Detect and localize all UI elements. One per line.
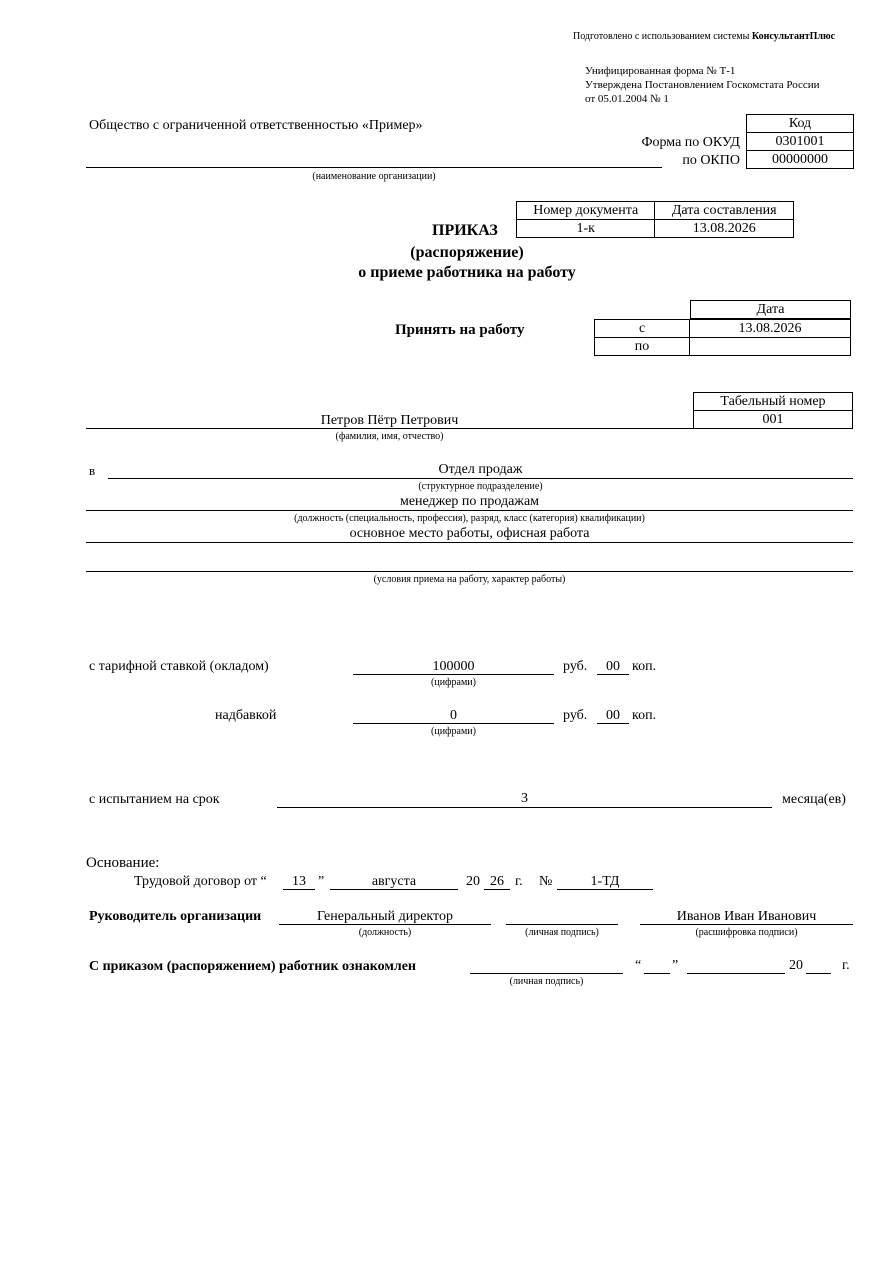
conditions-line-2 bbox=[86, 571, 853, 572]
okpo-value: 00000000 bbox=[747, 151, 854, 169]
ack-year-line bbox=[806, 973, 831, 974]
bonus-value: 0 bbox=[450, 708, 457, 723]
employee-name-caption: (фамилия, имя, отчество) bbox=[335, 431, 444, 442]
contract-prefix: Трудовой договор от “ bbox=[134, 874, 267, 889]
position-caption: (должность (специальность, профессия), разряд, класс (категория) квалификации) bbox=[294, 513, 645, 524]
document-number-header: Номер документа bbox=[517, 202, 655, 220]
title-order: ПРИКАЗ bbox=[432, 222, 498, 239]
contract-year: 26 bbox=[490, 874, 504, 889]
okpo-label: по ОКПО bbox=[682, 153, 740, 168]
department-value: Отдел продаж bbox=[438, 462, 523, 477]
hire-to-value bbox=[690, 338, 851, 356]
head-name-line bbox=[640, 924, 853, 925]
contract-year-prefix: 20 bbox=[466, 874, 480, 889]
basis-label: Основание: bbox=[86, 855, 160, 871]
okud-label: Форма по ОКУД bbox=[641, 135, 740, 150]
organization-name: Общество с ограниченной ответственностью «Пример» bbox=[89, 118, 423, 133]
document-number-value: 1-к bbox=[517, 220, 655, 238]
head-name-caption: (расшифровка подписи) bbox=[695, 927, 798, 938]
probation-value: 3 bbox=[521, 791, 528, 806]
contract-close-quote: ” bbox=[318, 874, 325, 889]
contract-month-line bbox=[330, 889, 458, 890]
ack-year-suffix: г. bbox=[842, 958, 850, 973]
department-prefix: в bbox=[89, 463, 96, 478]
approval-date: от 05.01.2004 № 1 bbox=[585, 93, 669, 105]
tab-number-value: 001 bbox=[694, 411, 853, 429]
document-number-table bbox=[516, 201, 794, 238]
ack-month-line bbox=[687, 973, 785, 974]
bonus-rub-label: руб. bbox=[563, 708, 588, 723]
head-name: Иванов Иван Иванович bbox=[676, 909, 817, 924]
ack-day-line bbox=[644, 973, 670, 974]
rate-label: с тарифной ставкой (окладом) bbox=[89, 659, 269, 674]
conditions-line bbox=[86, 542, 853, 543]
rate-kop-label: коп. bbox=[632, 659, 657, 674]
rate-value: 100000 bbox=[432, 659, 475, 674]
contract-year-line bbox=[484, 889, 510, 890]
prepared-note: Подготовлено с использованием системы КонсультантПлюс bbox=[573, 31, 836, 42]
bonus-kop-value: 00 bbox=[606, 708, 620, 723]
head-label: Руководитель организации bbox=[89, 909, 262, 924]
head-signature-line bbox=[506, 924, 618, 925]
contract-year-suffix: г. bbox=[515, 874, 523, 889]
probation-label: с испытанием на срок bbox=[89, 792, 220, 807]
contract-number-label: № bbox=[539, 874, 553, 889]
code-header: Код bbox=[747, 115, 854, 133]
unified-form-label: Унифицированная форма № Т-1 bbox=[585, 65, 736, 77]
hire-date-table bbox=[594, 319, 851, 356]
contract-day: 13 bbox=[292, 874, 306, 889]
rate-rub-label: руб. bbox=[563, 659, 588, 674]
organization-line bbox=[86, 167, 662, 168]
ack-label: С приказом (распоряжением) работник ознакомлен bbox=[89, 959, 416, 974]
okud-value: 0301001 bbox=[747, 133, 854, 151]
employee-name: Петров Пётр Петрович bbox=[320, 413, 459, 428]
approval-label: Утверждена Постановлением Госкомстата России bbox=[585, 79, 820, 91]
ack-signature-caption: (личная подпись) bbox=[509, 976, 584, 987]
hire-to-label: по bbox=[595, 338, 690, 356]
department-line bbox=[108, 478, 853, 479]
contract-number-line bbox=[557, 889, 653, 890]
tab-number-header: Табельный номер bbox=[694, 393, 853, 411]
probation-unit: месяца(ев) bbox=[782, 792, 846, 807]
employee-name-line bbox=[86, 428, 693, 429]
conditions-value: основное место работы, офисная работа bbox=[349, 526, 590, 541]
rate-line bbox=[353, 674, 554, 675]
document-date-value: 13.08.2026 bbox=[655, 220, 794, 238]
hire-date-header: Дата bbox=[691, 301, 851, 319]
rate-caption: (цифрами) bbox=[431, 677, 476, 688]
conditions-caption: (условия приема на работу, характер работы) bbox=[373, 574, 566, 585]
bonus-line bbox=[353, 723, 554, 724]
head-position-line bbox=[279, 924, 491, 925]
hire-date-header-table bbox=[690, 300, 851, 319]
rate-kop-line bbox=[597, 674, 629, 675]
head-position-caption: (должность) bbox=[358, 927, 412, 938]
title-subject: о приеме работника на работу bbox=[358, 264, 576, 281]
head-position: Генеральный директор bbox=[317, 909, 453, 924]
department-caption: (структурное подразделение) bbox=[418, 481, 543, 492]
probation-line bbox=[277, 807, 772, 808]
bonus-label: надбавкой bbox=[215, 708, 277, 723]
rate-kop-value: 00 bbox=[606, 659, 620, 674]
ack-close-quote: ” bbox=[672, 958, 679, 973]
consultant-brand: КонсультантПлюс bbox=[751, 31, 836, 42]
hire-label: Принять на работу bbox=[395, 322, 525, 338]
bonus-caption: (цифрами) bbox=[431, 726, 476, 737]
contract-month: августа bbox=[371, 874, 417, 889]
ack-year-prefix: 20 bbox=[789, 958, 803, 973]
document-date-header: Дата составления bbox=[655, 202, 794, 220]
ack-signature-line bbox=[470, 973, 623, 974]
contract-number: 1-ТД bbox=[590, 874, 620, 889]
head-signature-caption: (личная подпись) bbox=[525, 927, 599, 938]
bonus-kop-label: коп. bbox=[632, 708, 657, 723]
ack-open-quote: “ bbox=[635, 958, 642, 973]
contract-day-line bbox=[283, 889, 315, 890]
organization-caption: (наименование организации) bbox=[312, 171, 436, 182]
tab-number-table bbox=[693, 392, 853, 429]
position-value: менеджер по продажам bbox=[399, 494, 540, 509]
hire-from-label: с bbox=[595, 320, 690, 338]
code-table bbox=[746, 114, 854, 169]
hire-from-value: 13.08.2026 bbox=[690, 320, 851, 338]
title-instruction: (распоряжение) bbox=[410, 244, 524, 261]
bonus-kop-line bbox=[597, 723, 629, 724]
position-line bbox=[86, 510, 853, 511]
